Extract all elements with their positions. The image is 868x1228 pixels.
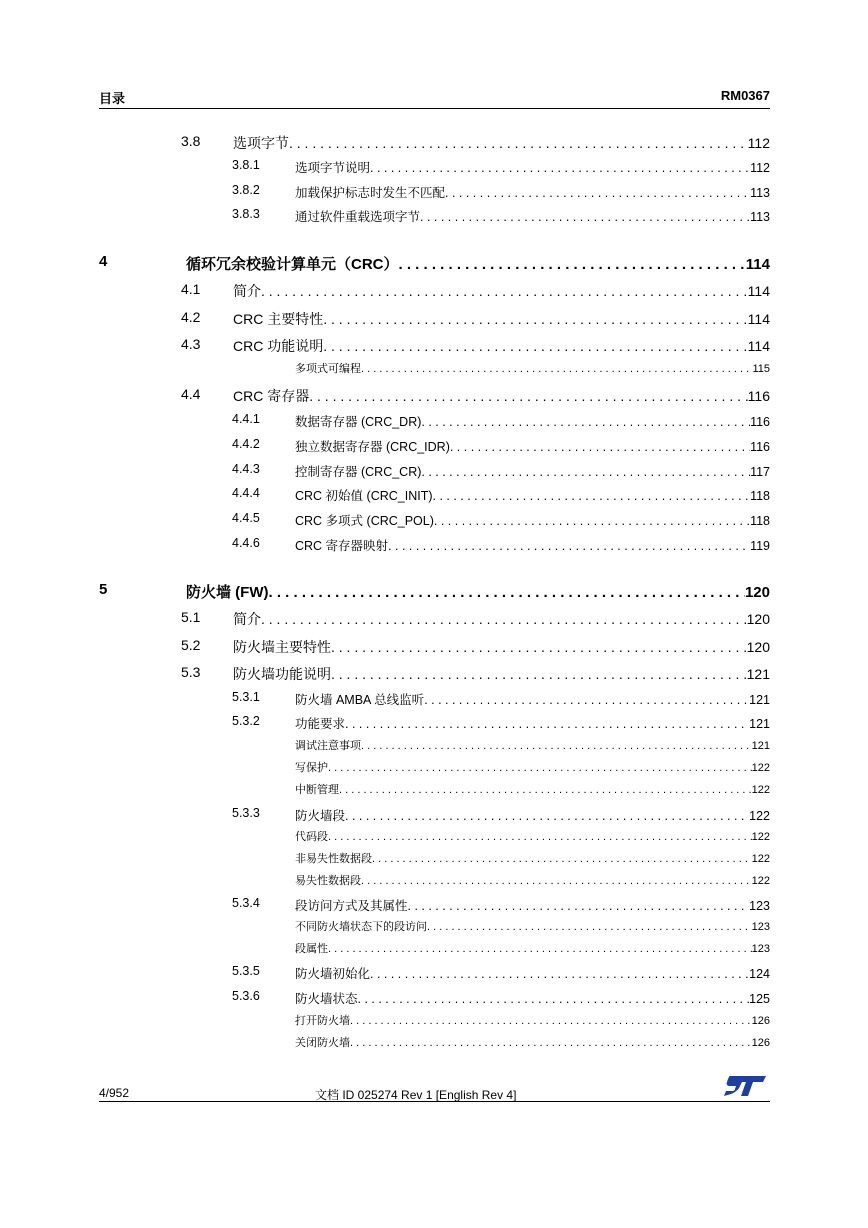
- toc-leader-dots: [328, 762, 752, 774]
- toc-leader-dots: [328, 943, 752, 955]
- header-rule: [99, 108, 770, 109]
- st-logo-icon: [722, 1074, 768, 1098]
- toc-entry-page: 120: [744, 584, 770, 601]
- toc-entry[interactable]: [295, 158, 770, 176]
- toc-entry-page: 114: [747, 283, 770, 299]
- toc-entry-title: 段属性: [295, 943, 328, 955]
- toc-entry-number: 5.3.5: [232, 964, 260, 978]
- toc-entry-page: 120: [746, 639, 770, 655]
- toc-entry[interactable]: [295, 360, 770, 376]
- toc-entry[interactable]: [295, 989, 770, 1007]
- toc-leader-dots: [345, 809, 749, 823]
- toc-entry-number: 3.8: [181, 133, 201, 149]
- toc-entry-title: 控制寄存器 (CRC_CR): [295, 465, 422, 479]
- toc-leader-dots: [361, 875, 752, 887]
- toc-entry-title: 防火墙主要特性: [233, 639, 331, 655]
- toc-entry[interactable]: [295, 183, 770, 201]
- toc-leader-dots: [323, 338, 747, 354]
- toc-leader-dots: [345, 717, 749, 731]
- toc-entry-page: 123: [751, 921, 770, 933]
- toc-leader-dots: [331, 639, 747, 655]
- toc-entry-title: 防火墙初始化: [295, 967, 371, 981]
- toc-leader-dots: [361, 363, 752, 375]
- toc-entry[interactable]: [186, 581, 770, 602]
- toc-entry[interactable]: [295, 918, 770, 934]
- toc-entry-title: 循环冗余校验计算单元（CRC）: [186, 256, 399, 273]
- toc-entry-page: 119: [750, 539, 770, 553]
- toc-entry[interactable]: [233, 664, 770, 684]
- toc-entry-page: 114: [745, 256, 770, 273]
- toc-entry-title: CRC 寄存器映射: [295, 539, 389, 553]
- toc-leader-dots: [268, 584, 744, 601]
- toc-leader-dots: [372, 853, 752, 865]
- toc-entry-page: 112: [750, 161, 770, 175]
- toc-entry-page: 121: [749, 693, 770, 707]
- toc-entry-page: 126: [751, 1015, 770, 1027]
- toc-leader-dots: [261, 611, 747, 627]
- toc-entry-page: 126: [751, 1037, 770, 1049]
- toc-leader-dots: [289, 135, 748, 151]
- toc-entry-title: 代码段: [295, 831, 328, 843]
- toc-entry-page: 113: [750, 210, 770, 224]
- toc-leader-dots: [339, 784, 752, 796]
- toc-entry-title: 段访问方式及其属性: [295, 899, 408, 913]
- toc-leader-dots: [350, 1015, 752, 1027]
- toc-leader-dots: [424, 693, 749, 707]
- toc-entry-title: 易失性数据段: [295, 875, 361, 887]
- toc-leader-dots: [370, 161, 750, 175]
- footer-page-number: 4/952: [99, 1086, 130, 1100]
- toc-entry[interactable]: [233, 281, 770, 301]
- toc-entry-title: 防火墙 AMBA 总线监听: [295, 693, 425, 707]
- toc-leader-dots: [450, 440, 750, 454]
- toc-leader-dots: [370, 967, 749, 981]
- toc-entry[interactable]: [295, 964, 770, 982]
- toc-entry-number: 4.1: [181, 281, 201, 297]
- toc-entry-number: 5.3.4: [232, 896, 260, 910]
- toc-leader-dots: [388, 539, 750, 553]
- toc-entry-number: 5.1: [181, 609, 201, 625]
- toc-entry-page: 117: [750, 465, 770, 479]
- toc-leader-dots: [261, 283, 748, 299]
- toc-entry-page: 124: [749, 967, 770, 981]
- toc-entry[interactable]: [233, 309, 770, 329]
- toc-entry-number: 4.4.3: [232, 462, 260, 476]
- toc-entry-number: 5.3.2: [232, 714, 260, 728]
- toc-entry-title: 简介: [233, 611, 261, 627]
- toc-entry-title: 简介: [233, 283, 261, 299]
- toc-entry[interactable]: [295, 872, 770, 888]
- toc-entry[interactable]: [295, 737, 770, 753]
- toc-entry[interactable]: [295, 437, 770, 455]
- toc-entry-page: 122: [751, 831, 770, 843]
- toc-entry-page: 118: [750, 514, 770, 528]
- toc-entry-title: 独立数据寄存器 (CRC_IDR): [295, 440, 450, 454]
- toc-leader-dots: [323, 311, 747, 327]
- toc-entry-page: 123: [751, 943, 770, 955]
- toc-entry-page: 114: [747, 311, 770, 327]
- toc-entry-title: 防火墙 (FW): [186, 584, 269, 601]
- toc-entry[interactable]: [233, 386, 770, 406]
- toc-entry-page: 118: [750, 489, 770, 503]
- toc-entry[interactable]: [295, 462, 770, 480]
- toc-entry-title: 防火墙段: [295, 809, 346, 823]
- toc-entry-number: 4.4.6: [232, 536, 260, 550]
- toc-entry-title: CRC 寄存器: [233, 388, 310, 404]
- toc-entry[interactable]: [295, 486, 770, 504]
- toc-entry-page: 120: [746, 611, 770, 627]
- header-left: 目录: [99, 91, 126, 106]
- toc-entry[interactable]: [295, 896, 770, 914]
- toc-entry-title: 非易失性数据段: [295, 853, 372, 865]
- toc-entry-page: 121: [751, 740, 770, 752]
- toc-entry[interactable]: [233, 336, 770, 356]
- toc-entry-title: 加载保护标志时发生不匹配: [295, 186, 446, 200]
- toc-leader-dots: [358, 992, 750, 1006]
- footer-document-id: 文档 ID 025274 Rev 1 [English Rev 4]: [315, 1088, 517, 1102]
- toc-entry-title: 写保护: [295, 762, 328, 774]
- toc-entry-page: 122: [751, 784, 770, 796]
- toc-entry-number: 5.3.3: [232, 806, 260, 820]
- toc-entry-title: 功能要求: [295, 717, 346, 731]
- toc-entry-number: 5.3: [181, 664, 201, 680]
- toc-leader-dots: [427, 921, 752, 933]
- toc-entry-page: 122: [751, 875, 770, 887]
- toc-leader-dots: [350, 1037, 752, 1049]
- toc-entry-title: CRC 主要特性: [233, 311, 324, 327]
- toc-entry-title: CRC 功能说明: [233, 338, 324, 354]
- toc-entry[interactable]: [295, 1034, 770, 1050]
- toc-entry-number: 4.4: [181, 386, 201, 402]
- toc-entry-page: 122: [751, 853, 770, 865]
- toc-leader-dots: [399, 256, 746, 273]
- toc-leader-dots: [421, 465, 750, 479]
- toc-entry-title: 选项字节说明: [295, 161, 371, 175]
- toc-entry-page: 116: [750, 415, 770, 429]
- toc-entry-page: 114: [747, 338, 770, 354]
- toc-entry[interactable]: [295, 412, 770, 430]
- toc-entry-page: 113: [750, 186, 770, 200]
- toc-entry-title: 防火墙状态: [295, 992, 358, 1006]
- toc-entry-number: 5.3.1: [232, 690, 260, 704]
- toc-entry[interactable]: [233, 133, 770, 153]
- toc-entry-page: 123: [749, 899, 770, 913]
- toc-leader-dots: [421, 415, 750, 429]
- toc-entry-title: 防火墙功能说明: [233, 666, 331, 682]
- toc-entry-number: 4.4.2: [232, 437, 260, 451]
- toc-entry-number: 4: [99, 253, 108, 270]
- toc-entry-page: 115: [752, 363, 770, 375]
- toc-entry-number: 4.2: [181, 309, 201, 325]
- toc-entry-number: 4.3: [181, 336, 201, 352]
- toc-entry-number: 5.2: [181, 637, 201, 653]
- toc-entry-title: 通过软件重载选项字节: [295, 210, 421, 224]
- toc-leader-dots: [309, 388, 747, 404]
- toc-entry[interactable]: [295, 940, 770, 956]
- toc-leader-dots: [328, 831, 752, 843]
- toc-leader-dots: [331, 666, 747, 682]
- toc-entry[interactable]: [295, 759, 770, 775]
- toc-entry[interactable]: [295, 690, 770, 708]
- toc-entry-title: 打开防火墙: [295, 1015, 350, 1027]
- toc-leader-dots: [434, 514, 750, 528]
- toc-entry-number: 5: [99, 581, 108, 598]
- toc-entry-title: 调试注意事项: [295, 740, 361, 752]
- toc-entry[interactable]: [295, 850, 770, 866]
- toc-entry[interactable]: [233, 637, 770, 657]
- toc-entry-page: 121: [746, 666, 770, 682]
- toc-entry-page: 121: [749, 717, 770, 731]
- toc-leader-dots: [361, 740, 752, 752]
- toc-entry-title: CRC 初始值 (CRC_INIT): [295, 489, 433, 503]
- toc-entry[interactable]: [295, 714, 770, 732]
- toc-entry-number: 4.4.1: [232, 412, 260, 426]
- toc-entry-title: 关闭防火墙: [295, 1037, 350, 1049]
- toc-entry[interactable]: [295, 781, 770, 797]
- toc-leader-dots: [408, 899, 750, 913]
- toc-entry-title: 不同防火墙状态下的段访问: [295, 921, 427, 933]
- toc-entry-page: 112: [747, 135, 770, 151]
- toc-entry-number: 3.8.3: [232, 207, 260, 221]
- toc-entry[interactable]: [295, 806, 770, 824]
- toc-entry-page: 125: [749, 992, 770, 1006]
- toc-entry[interactable]: [233, 609, 770, 629]
- toc-entry[interactable]: [295, 1012, 770, 1028]
- toc-entry-title: 数据寄存器 (CRC_DR): [295, 415, 422, 429]
- footer-rule: [99, 1101, 770, 1102]
- toc-entry[interactable]: [295, 207, 770, 225]
- toc-leader-dots: [445, 186, 750, 200]
- toc-entry-number: 5.3.6: [232, 989, 260, 1003]
- toc-entry-title: 中断管理: [295, 784, 339, 796]
- toc-entry-title: 多项式可编程: [295, 363, 361, 375]
- toc-entry[interactable]: [295, 828, 770, 844]
- toc-entry-number: 3.8.1: [232, 158, 260, 172]
- toc-entry-title: CRC 多项式 (CRC_POL): [295, 514, 434, 528]
- toc-entry[interactable]: [186, 253, 770, 274]
- toc-entry-page: 116: [747, 388, 770, 404]
- toc-entry-page: 122: [751, 762, 770, 774]
- header-right: RM0367: [720, 88, 770, 103]
- toc-entry-page: 122: [749, 809, 770, 823]
- toc-entry[interactable]: [295, 536, 770, 554]
- toc-entry-page: 116: [750, 440, 770, 454]
- toc-entry[interactable]: [295, 511, 770, 529]
- toc-leader-dots: [433, 489, 751, 503]
- toc-entry-number: 4.4.5: [232, 511, 260, 525]
- toc-entry-title: 选项字节: [233, 135, 289, 151]
- toc-entry-number: 3.8.2: [232, 183, 260, 197]
- toc-entry-number: 4.4.4: [232, 486, 260, 500]
- toc-leader-dots: [420, 210, 750, 224]
